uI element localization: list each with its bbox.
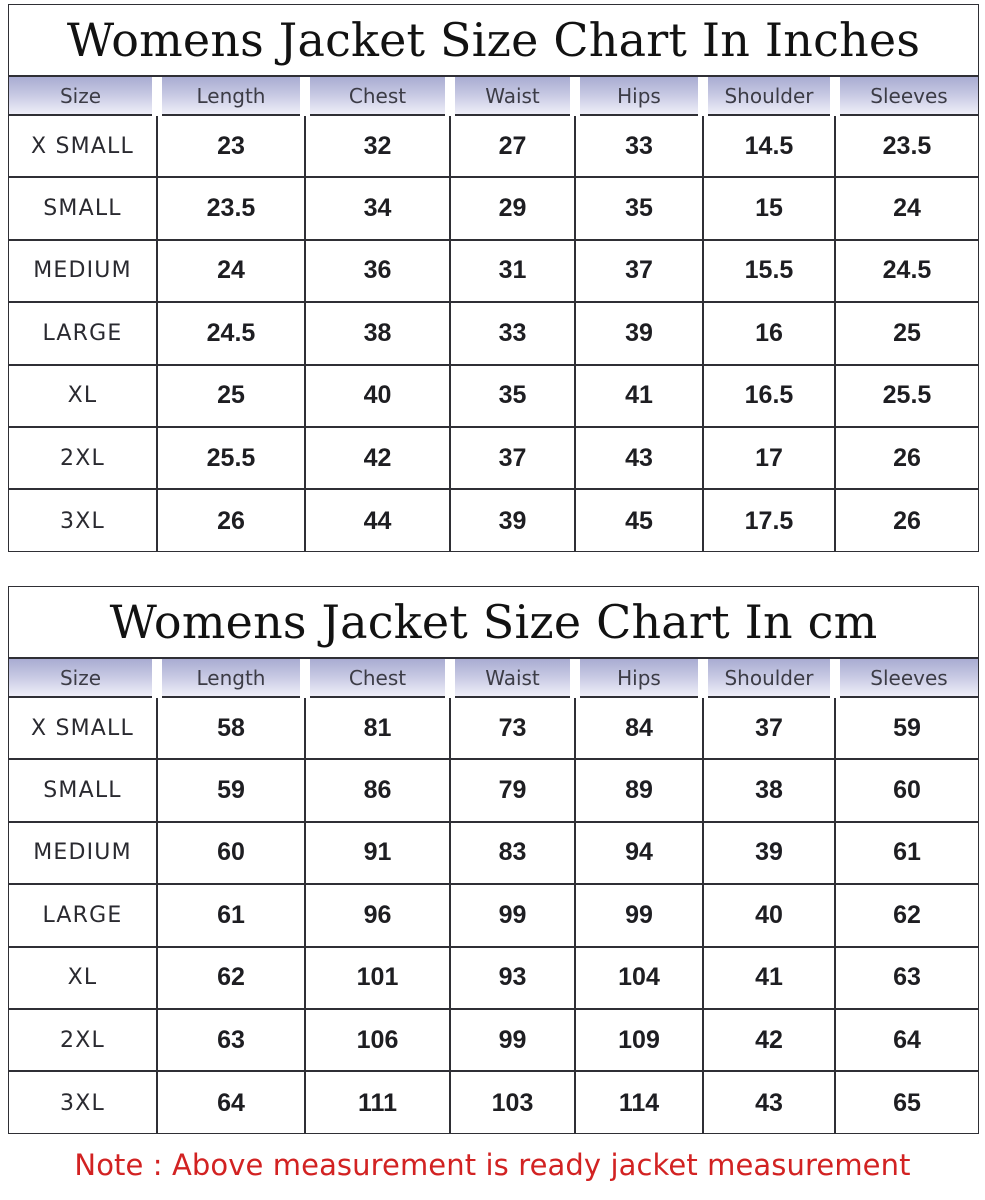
measurement-cell-shoulder: 14.5	[703, 115, 835, 177]
measurement-cell-waist: 83	[450, 822, 575, 884]
measurement-cell-sleeves: 24	[835, 177, 978, 239]
chart-title: Womens Jacket Size Chart In cm	[9, 587, 978, 659]
measurement-cell-hips: 37	[575, 240, 703, 302]
measurement-cell-sleeves: 60	[835, 759, 978, 821]
measurement-cell-shoulder: 17.5	[703, 489, 835, 551]
measurement-cell-hips: 99	[575, 884, 703, 946]
table-row	[9, 759, 978, 821]
measurement-cell-sleeves: 62	[835, 884, 978, 946]
measurement-cell-shoulder: 39	[703, 822, 835, 884]
measurement-cell-length: 24.5	[157, 302, 305, 364]
measurement-cell-sleeves: 65	[835, 1071, 978, 1133]
measurement-cell-shoulder: 15	[703, 177, 835, 239]
table-row	[9, 1009, 978, 1071]
size-table	[9, 659, 978, 1134]
table-row	[9, 822, 978, 884]
table-row	[9, 489, 978, 551]
size-label: 2XL	[9, 427, 157, 489]
size-label: 3XL	[60, 1090, 105, 1116]
measurement-cell-sleeves: 63	[835, 947, 978, 1009]
column-header-waist: Waist	[450, 77, 575, 115]
measurement-cell-shoulder: 38	[703, 759, 835, 821]
measurement-cell-waist: 29	[450, 177, 575, 239]
size-label: X SMALL	[9, 115, 157, 177]
measurement-cell-hips: 109	[575, 1009, 703, 1071]
size-label: 2XL	[9, 1009, 157, 1071]
size-label: LARGE	[9, 884, 157, 946]
column-header-length: Length	[157, 77, 305, 115]
measurement-cell-shoulder: 15.5	[703, 240, 835, 302]
table-row	[9, 177, 978, 239]
measurement-cell-chest: 40	[305, 365, 450, 427]
measurement-cell-hips: 35	[575, 177, 703, 239]
measurement-cell-hips: 114	[575, 1071, 703, 1133]
measurement-cell-shoulder: 43	[703, 1071, 835, 1133]
measurement-cell-chest: 91	[305, 822, 450, 884]
measurement-cell-shoulder: 41	[703, 947, 835, 1009]
size-table	[9, 77, 978, 552]
measurement-cell-sleeves: 26	[835, 427, 978, 489]
measurement-cell-sleeves: 59	[835, 697, 978, 759]
table-row	[9, 302, 978, 364]
column-header-hips: Hips	[575, 77, 703, 115]
size-label: SMALL	[9, 177, 157, 239]
size-label: LARGE	[9, 302, 157, 364]
measurement-cell-chest: 32	[305, 115, 450, 177]
column-header-length: Length	[157, 659, 305, 697]
measurement-cell-hips: 89	[575, 759, 703, 821]
measurement-cell-chest: 101	[305, 947, 450, 1009]
measurement-cell-hips: 104	[575, 947, 703, 1009]
measurement-cell-waist: 37	[450, 427, 575, 489]
measurement-cell-waist: 27	[450, 115, 575, 177]
column-header-chest: Chest	[305, 77, 450, 115]
table-row	[9, 697, 978, 759]
measurement-cell-hips: 39	[575, 302, 703, 364]
size-label: X SMALL	[9, 697, 157, 759]
measurement-cell-length: 26	[157, 489, 305, 551]
column-header-waist: Waist	[450, 659, 575, 697]
column-header-sleeves: Sleeves	[835, 77, 978, 115]
measurement-cell-chest: 44	[305, 489, 450, 551]
measurement-cell-shoulder: 16.5	[703, 365, 835, 427]
measurement-cell-chest: 81	[305, 697, 450, 759]
measurement-cell-chest: 34	[305, 177, 450, 239]
measurement-cell-length: 63	[157, 1009, 305, 1071]
header-row	[9, 77, 978, 115]
measurement-note: Note : Above measurement is ready jacket measurement	[74, 1148, 911, 1182]
measurement-cell-sleeves: 24.5	[835, 240, 978, 302]
measurement-cell-sleeves: 64	[835, 1009, 978, 1071]
measurement-cell-hips: 41	[575, 365, 703, 427]
size-label: MEDIUM	[9, 822, 157, 884]
measurement-cell-waist: 39	[450, 489, 575, 551]
measurement-cell-length: 58	[157, 697, 305, 759]
measurement-cell-chest: 36	[305, 240, 450, 302]
column-header-shoulder: Shoulder	[703, 77, 835, 115]
measurement-cell-chest: 96	[305, 884, 450, 946]
measurement-cell-chest: 106	[305, 1009, 450, 1071]
measurement-cell-sleeves: 61	[835, 822, 978, 884]
measurement-cell-shoulder: 42	[703, 1009, 835, 1071]
table-row	[9, 947, 978, 1009]
measurement-cell-hips: 43	[575, 427, 703, 489]
size-chart-cm	[8, 586, 979, 1134]
measurement-cell-hips: 84	[575, 697, 703, 759]
column-header-size: Size	[9, 77, 157, 115]
measurement-cell-length: 23.5	[157, 177, 305, 239]
size-label: XL	[9, 947, 157, 1009]
measurement-cell-hips: 33	[575, 115, 703, 177]
measurement-cell-shoulder: 40	[703, 884, 835, 946]
table-row	[9, 1071, 978, 1133]
table-row	[9, 884, 978, 946]
column-header-shoulder: Shoulder	[703, 659, 835, 697]
table-row	[9, 365, 978, 427]
measurement-cell-length: 61	[157, 884, 305, 946]
measurement-cell-length: 60	[157, 822, 305, 884]
measurement-cell-waist: 73	[450, 697, 575, 759]
measurement-cell-shoulder: 17	[703, 427, 835, 489]
column-header-chest: Chest	[305, 659, 450, 697]
measurement-cell-waist: 99	[450, 1009, 575, 1071]
table-row	[9, 240, 978, 302]
measurement-cell-sleeves: 23.5	[835, 115, 978, 177]
measurement-cell-shoulder: 37	[703, 697, 835, 759]
measurement-cell-waist: 103	[450, 1071, 575, 1133]
column-header-sleeves: Sleeves	[835, 659, 978, 697]
column-header-size: Size	[9, 659, 157, 697]
measurement-cell-shoulder: 16	[703, 302, 835, 364]
measurement-cell-hips: 94	[575, 822, 703, 884]
column-header-hips: Hips	[575, 659, 703, 697]
measurement-cell-waist: 35	[450, 365, 575, 427]
measurement-cell-length: 62	[157, 947, 305, 1009]
measurement-cell-length: 24	[157, 240, 305, 302]
chart-title: Womens Jacket Size Chart In Inches	[9, 5, 978, 77]
measurement-cell-chest: 111	[305, 1071, 450, 1133]
measurement-cell-length: 25	[157, 365, 305, 427]
measurement-cell-waist: 31	[450, 240, 575, 302]
measurement-cell-sleeves: 25	[835, 302, 978, 364]
table-row	[9, 427, 978, 489]
measurement-cell-length: 64	[157, 1071, 305, 1133]
measurement-cell-sleeves: 25.5	[835, 365, 978, 427]
measurement-cell-waist: 79	[450, 759, 575, 821]
measurement-cell-waist: 93	[450, 947, 575, 1009]
size-label: SMALL	[9, 759, 157, 821]
measurement-cell-waist: 99	[450, 884, 575, 946]
measurement-cell-length: 25.5	[157, 427, 305, 489]
table-row	[9, 115, 978, 177]
header-row	[9, 659, 978, 697]
measurement-cell-length: 59	[157, 759, 305, 821]
measurement-cell-chest: 42	[305, 427, 450, 489]
measurement-cell-sleeves: 26	[835, 489, 978, 551]
measurement-cell-chest: 86	[305, 759, 450, 821]
size-label: MEDIUM	[9, 240, 157, 302]
measurement-cell-hips: 45	[575, 489, 703, 551]
size-label: XL	[9, 365, 157, 427]
size-chart-inches	[8, 4, 979, 552]
measurement-cell-length: 23	[157, 115, 305, 177]
measurement-cell-chest: 38	[305, 302, 450, 364]
size-label: 3XL	[60, 508, 105, 534]
measurement-cell-waist: 33	[450, 302, 575, 364]
